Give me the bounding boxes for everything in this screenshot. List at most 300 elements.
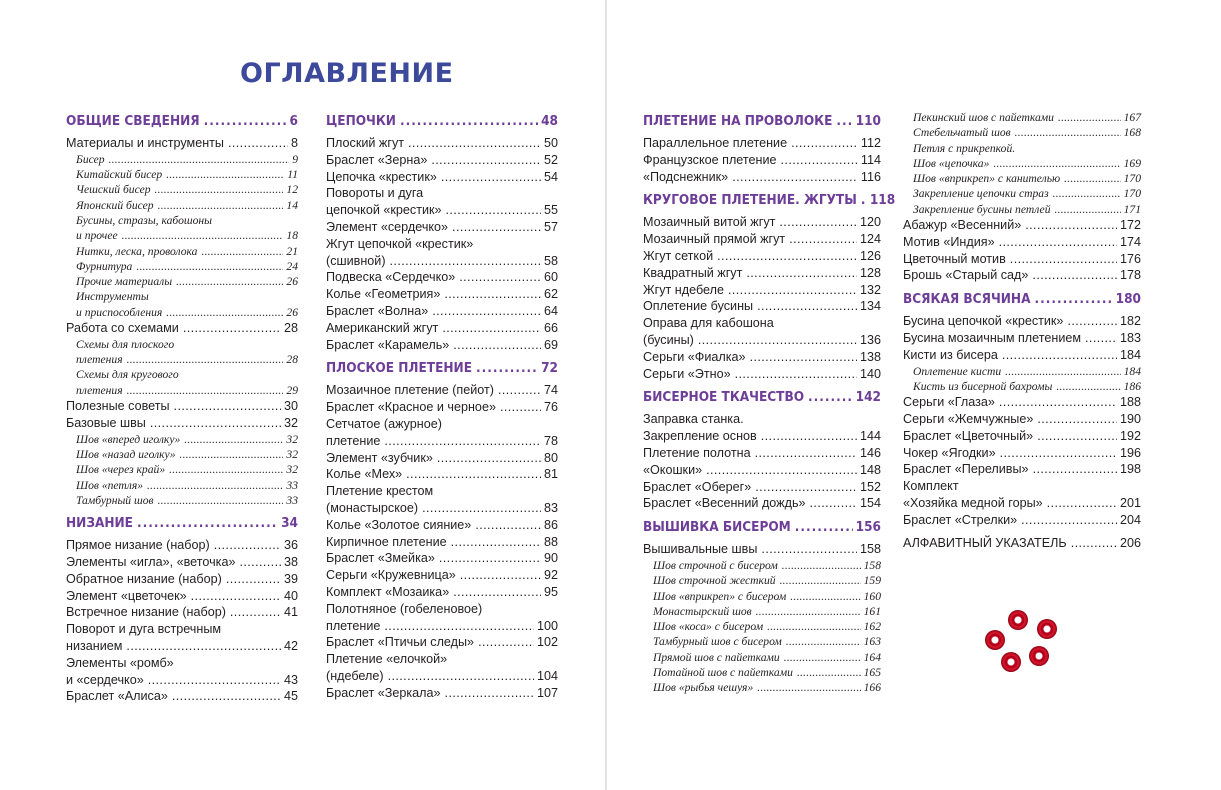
dot-leader xyxy=(757,681,860,694)
entry-page-number: 76 xyxy=(543,400,558,415)
toc-entry[interactable] xyxy=(903,331,1141,348)
entry-title: «Подснежник» xyxy=(643,169,729,184)
entry-title: Бисер xyxy=(76,152,105,166)
toc-section-heading[interactable] xyxy=(643,519,881,539)
entry-title: Оправа для кабошона xyxy=(643,316,774,331)
toc-subentry[interactable] xyxy=(903,172,1141,187)
entry-title: цепочкой «крестик» xyxy=(326,203,442,218)
entry-page-number: 66 xyxy=(543,320,558,335)
toc-entry[interactable] xyxy=(903,412,1141,429)
entry-title: Шов «вприкреп» с канителью xyxy=(913,172,1061,186)
toc-entry-continued[interactable] xyxy=(643,412,881,429)
dot-leader xyxy=(406,467,541,481)
toc-entry[interactable] xyxy=(66,399,298,416)
entry-title: Обратное низание (набор) xyxy=(66,571,222,586)
toc-subentry[interactable] xyxy=(903,380,1141,395)
entry-title: Заправка станка. xyxy=(643,412,744,427)
toc-entry[interactable] xyxy=(643,367,881,384)
entry-page-number: 9 xyxy=(292,152,298,166)
entry-title: Закрепление цепочки страз xyxy=(913,187,1049,201)
toc-entry[interactable] xyxy=(903,536,1141,553)
entry-title: Плетение «елочкой» xyxy=(326,652,448,667)
toc-entry[interactable] xyxy=(643,153,881,170)
toc-section-heading[interactable] xyxy=(326,113,558,133)
dot-leader xyxy=(431,153,541,167)
dot-leader xyxy=(137,515,278,531)
toc-subentry[interactable] xyxy=(66,448,298,463)
toc-subentry-continued[interactable] xyxy=(66,214,298,229)
bead-icon xyxy=(1001,652,1021,672)
entry-page-number: 161 xyxy=(863,604,881,618)
entry-page-number: 80 xyxy=(543,450,558,465)
toc-entry[interactable] xyxy=(326,203,558,220)
entry-page-number: 55 xyxy=(543,203,558,218)
entry-title: Подвеска «Сердечко» xyxy=(326,270,456,285)
toc-entry[interactable] xyxy=(66,673,298,690)
entry-title: (ндебеле) xyxy=(326,668,384,683)
toc-subentry[interactable] xyxy=(643,559,881,574)
toc-entry[interactable] xyxy=(66,136,298,153)
entry-title: Сетчатое (ажурное) xyxy=(326,416,442,431)
toc-subentry[interactable] xyxy=(66,153,298,168)
toc-subentry-continued[interactable] xyxy=(66,290,298,305)
dot-leader xyxy=(155,183,284,196)
toc-entry[interactable] xyxy=(643,542,881,559)
dot-leader xyxy=(451,535,541,549)
toc-entry[interactable] xyxy=(326,153,558,170)
bead-icon xyxy=(1037,619,1057,639)
toc-subentry[interactable] xyxy=(643,620,881,635)
dot-leader xyxy=(176,275,283,288)
toc-entry[interactable] xyxy=(326,434,558,451)
toc-subentry[interactable] xyxy=(66,245,298,260)
toc-entry[interactable] xyxy=(326,304,558,321)
toc-entry[interactable] xyxy=(326,535,558,552)
toc-entry-continued[interactable] xyxy=(903,479,1141,496)
entry-page-number: 124 xyxy=(859,232,881,247)
toc-section-heading[interactable] xyxy=(643,389,881,409)
toc-column-1 xyxy=(66,113,298,706)
dot-leader xyxy=(158,199,284,212)
entry-page-number: 201 xyxy=(1119,496,1141,511)
toc-entry[interactable] xyxy=(326,619,558,636)
entry-page-number: 40 xyxy=(283,588,298,603)
dot-leader xyxy=(230,605,281,619)
toc-entry[interactable] xyxy=(326,568,558,585)
dot-leader xyxy=(442,321,541,335)
entry-title: Схемы для плоского xyxy=(76,337,175,351)
entry-title: Прочие материалы xyxy=(76,275,173,289)
entry-page-number: 142 xyxy=(855,389,881,406)
toc-entry[interactable] xyxy=(326,136,558,153)
toc-subentry[interactable] xyxy=(66,479,298,494)
entry-title: Браслет «Зеркала» xyxy=(326,685,441,700)
entry-title: Шов «петля» xyxy=(76,478,144,492)
toc-entry[interactable] xyxy=(326,170,558,187)
entry-page-number: 107 xyxy=(536,685,558,700)
toc-subentry[interactable] xyxy=(903,187,1141,202)
toc-section-heading[interactable] xyxy=(643,113,881,133)
entry-title: Мозаичный прямой жгут xyxy=(643,232,786,247)
toc-entry[interactable] xyxy=(326,287,558,304)
entry-title: Оплетение бусины xyxy=(643,299,754,314)
entry-title: Монастырский шов xyxy=(653,604,752,618)
toc-entry[interactable] xyxy=(643,266,881,283)
entry-title: Мозаичный витой жгут xyxy=(643,215,776,230)
toc-entry[interactable] xyxy=(326,467,558,484)
dot-leader xyxy=(169,463,283,476)
entry-title: ПЛЕТЕНИЕ НА ПРОВОЛОКЕ xyxy=(643,113,833,129)
entry-title: «Окошки» xyxy=(643,462,703,477)
toc-section-heading[interactable] xyxy=(643,192,896,212)
entry-title: Стебельчатый шов xyxy=(913,126,1011,140)
entry-page-number: 158 xyxy=(863,558,881,572)
entry-page-number: 166 xyxy=(863,681,881,695)
toc-section-heading[interactable] xyxy=(326,360,558,380)
dot-leader xyxy=(732,170,858,184)
toc-entry[interactable] xyxy=(66,605,298,622)
dot-leader xyxy=(408,136,541,150)
dot-leader xyxy=(214,538,281,552)
toc-entry[interactable] xyxy=(903,348,1141,365)
entry-page-number: 176 xyxy=(1119,251,1141,266)
entry-page-number: 146 xyxy=(859,445,881,460)
entry-page-number: 132 xyxy=(859,282,881,297)
toc-subentry[interactable] xyxy=(66,433,298,448)
toc-entry[interactable] xyxy=(66,572,298,589)
toc-entry[interactable] xyxy=(903,446,1141,463)
entry-title: Полезные советы xyxy=(66,399,170,414)
toc-entry-continued[interactable] xyxy=(326,237,558,254)
entry-title: Тамбурный шов с бисером xyxy=(653,635,782,649)
toc-entry[interactable] xyxy=(643,299,881,316)
entry-title: Браслет «Карамель» xyxy=(326,337,450,352)
entry-page-number: 83 xyxy=(543,500,558,515)
entry-title: Серьги «Кружевница» xyxy=(326,568,456,583)
entry-title: Мозаичное плетение (пейот) xyxy=(326,383,494,398)
entry-page-number: 72 xyxy=(541,360,558,377)
dot-leader xyxy=(1071,536,1117,550)
toc-subentry[interactable] xyxy=(903,203,1141,218)
dot-leader xyxy=(478,635,534,649)
toc-section-heading[interactable] xyxy=(66,515,298,535)
toc-entry[interactable] xyxy=(903,496,1141,513)
entry-page-number: 11 xyxy=(287,168,298,182)
entry-title: Браслет «Волна» xyxy=(326,303,429,318)
toc-entry-continued[interactable] xyxy=(66,656,298,673)
entry-page-number: 182 xyxy=(1119,314,1141,329)
toc-subentry[interactable] xyxy=(903,111,1141,126)
dot-leader xyxy=(786,635,861,648)
toc-entry[interactable] xyxy=(643,215,881,232)
dot-leader xyxy=(1025,218,1117,232)
toc-entry[interactable] xyxy=(326,220,558,237)
entry-title: Абажур «Весенний» xyxy=(903,218,1022,233)
toc-entry[interactable] xyxy=(643,170,881,187)
entry-page-number: 136 xyxy=(859,332,881,347)
toc-subentry[interactable] xyxy=(643,605,881,620)
entry-title: Серьги «Жемчужные» xyxy=(903,412,1034,427)
dot-leader xyxy=(191,589,281,603)
toc-entry[interactable] xyxy=(903,314,1141,331)
entry-title: ЦЕПОЧКИ xyxy=(326,113,396,129)
entry-title: Колье «Геометрия» xyxy=(326,287,441,302)
entry-page-number: 159 xyxy=(863,574,881,588)
entry-title: Кирпичное плетение xyxy=(326,534,447,549)
entry-page-number: 204 xyxy=(1119,512,1141,527)
toc-entry[interactable] xyxy=(643,136,881,153)
toc-entry-continued[interactable] xyxy=(643,316,881,333)
toc-section-heading[interactable] xyxy=(903,291,1141,311)
entry-page-number: 158 xyxy=(859,542,881,557)
entry-title: Встречное низание (набор) xyxy=(66,605,226,620)
toc-entry[interactable] xyxy=(66,639,298,656)
dot-leader xyxy=(459,270,541,284)
toc-entry[interactable] xyxy=(643,232,881,249)
entry-title: Бусины, стразы, кабошоны xyxy=(76,213,213,227)
entry-title: Бусина цепочкой «крестик» xyxy=(903,314,1064,329)
toc-entry[interactable] xyxy=(326,451,558,468)
bead-icon xyxy=(985,630,1005,650)
toc-entry[interactable] xyxy=(903,462,1141,479)
toc-subentry[interactable] xyxy=(643,635,881,650)
entry-page-number: 18 xyxy=(286,229,298,243)
entry-page-number: 102 xyxy=(536,635,558,650)
toc-entry[interactable] xyxy=(326,270,558,287)
dot-leader xyxy=(1005,365,1120,378)
entry-page-number: 100 xyxy=(536,618,558,633)
toc-subentry[interactable] xyxy=(903,126,1141,141)
toc-entry[interactable] xyxy=(903,218,1141,235)
entry-title: ВЫШИВКА БИСЕРОМ xyxy=(643,519,791,536)
toc-entry-continued[interactable] xyxy=(326,417,558,434)
entry-page-number: 58 xyxy=(543,253,558,268)
entry-title: НИЗАНИЕ xyxy=(66,515,133,532)
toc-section-heading[interactable] xyxy=(66,113,298,133)
toc-subentry[interactable] xyxy=(66,229,298,244)
toc-entry-continued[interactable] xyxy=(326,652,558,669)
dot-leader xyxy=(388,669,534,683)
toc-entry[interactable] xyxy=(643,333,881,350)
dot-leader xyxy=(780,574,861,587)
dot-leader xyxy=(761,429,857,443)
dot-leader xyxy=(728,283,857,297)
dot-leader xyxy=(453,585,541,599)
entry-page-number: 138 xyxy=(859,349,881,364)
entry-title: Браслет «Алиса» xyxy=(66,689,168,704)
toc-entry[interactable] xyxy=(66,689,298,706)
entry-page-number: 28 xyxy=(286,353,298,367)
dot-leader xyxy=(1047,496,1117,510)
toc-entry[interactable] xyxy=(326,254,558,271)
entry-title: Шов «рыбья чешуя» xyxy=(653,681,754,695)
entry-title: Мотив «Индия» xyxy=(903,234,995,249)
toc-entry[interactable] xyxy=(903,395,1141,412)
toc-subentry[interactable] xyxy=(66,168,298,183)
dot-leader xyxy=(755,480,857,494)
entry-page-number: 26 xyxy=(286,275,298,289)
entry-page-number: 6 xyxy=(289,113,298,129)
dot-leader xyxy=(147,479,283,492)
entry-page-number: 154 xyxy=(859,496,881,511)
dot-leader xyxy=(174,399,281,413)
dot-leader xyxy=(1037,412,1117,426)
toc-subentry[interactable] xyxy=(643,574,881,589)
toc-entry[interactable] xyxy=(326,400,558,417)
toc-entry[interactable] xyxy=(643,463,881,480)
entry-title: Чокер «Ягодки» xyxy=(903,445,996,460)
entry-title: Шов «вперед иголку» xyxy=(76,432,181,446)
toc-entry[interactable] xyxy=(326,501,558,518)
toc-entry[interactable] xyxy=(66,416,298,433)
entry-page-number: 192 xyxy=(1119,428,1141,443)
dot-leader xyxy=(184,433,283,446)
toc-subentry[interactable] xyxy=(903,157,1141,172)
dot-leader xyxy=(756,605,861,618)
toc-entry[interactable] xyxy=(643,283,881,300)
dot-leader xyxy=(180,448,284,461)
entry-title: Шов «вприкреп» с бисером xyxy=(653,589,787,603)
toc-subentry[interactable] xyxy=(643,666,881,681)
entry-title: ОБЩИЕ СВЕДЕНИЯ xyxy=(66,113,200,129)
entry-page-number: 33 xyxy=(286,493,298,507)
dot-leader xyxy=(1002,348,1117,362)
toc-entry[interactable] xyxy=(643,480,881,497)
toc-subentry[interactable] xyxy=(66,353,298,368)
entry-title: Элемент «сердечко» xyxy=(326,219,449,234)
dot-leader xyxy=(476,360,538,376)
dot-leader xyxy=(445,686,534,700)
entry-title: Параллельное плетение xyxy=(643,136,788,150)
entry-page-number: 168 xyxy=(1123,126,1141,140)
entry-page-number: 174 xyxy=(1119,234,1141,249)
dot-leader xyxy=(761,542,857,556)
entry-page-number: 45 xyxy=(283,689,298,704)
entry-title: Элемент «цветочек» xyxy=(66,588,187,603)
toc-subentry-continued[interactable] xyxy=(66,368,298,383)
dot-leader xyxy=(1035,291,1113,307)
entry-title: плетение xyxy=(326,433,381,448)
dot-leader xyxy=(790,590,860,603)
entry-page-number: 110 xyxy=(855,113,881,129)
toc-entry[interactable] xyxy=(326,585,558,602)
entry-title: Элемент «зубчик» xyxy=(326,450,433,465)
entry-page-number: 78 xyxy=(543,433,558,448)
toc-subentry[interactable] xyxy=(66,463,298,478)
dot-leader xyxy=(789,232,857,246)
dot-leader xyxy=(498,383,541,397)
toc-subentry[interactable] xyxy=(66,183,298,198)
toc-entry[interactable] xyxy=(903,429,1141,446)
toc-entry-continued[interactable] xyxy=(66,622,298,639)
toc-subentry[interactable] xyxy=(66,494,298,509)
toc-entry[interactable] xyxy=(643,446,881,463)
entry-title: плетения xyxy=(76,353,123,367)
entry-title: Плетение крестом xyxy=(326,484,434,499)
toc-column-4 xyxy=(903,111,1141,552)
entry-title: БИСЕРНОЕ ТКАЧЕСТВО xyxy=(643,389,805,406)
toc-entry[interactable] xyxy=(66,538,298,555)
toc-entry[interactable] xyxy=(326,686,558,703)
toc-subentry[interactable] xyxy=(66,260,298,275)
toc-entry[interactable] xyxy=(903,513,1141,530)
entry-page-number: 180 xyxy=(1115,291,1141,308)
entry-page-number: 34 xyxy=(281,515,298,532)
toc-entry-continued[interactable] xyxy=(326,484,558,501)
toc-entry[interactable] xyxy=(643,350,881,367)
toc-subentry-continued[interactable] xyxy=(903,142,1141,157)
dot-leader xyxy=(791,136,858,150)
dot-leader xyxy=(836,113,852,129)
entry-title: Браслет «Оберег» xyxy=(643,479,752,494)
toc-entry[interactable] xyxy=(643,249,881,266)
entry-page-number: 8 xyxy=(290,136,298,150)
toc-entry[interactable] xyxy=(326,551,558,568)
toc-entry-continued[interactable] xyxy=(326,602,558,619)
toc-subentry-continued[interactable] xyxy=(66,338,298,353)
toc-entry[interactable] xyxy=(903,252,1141,269)
toc-entry[interactable] xyxy=(903,268,1141,285)
toc-entry[interactable] xyxy=(643,496,881,513)
dot-leader xyxy=(767,620,861,633)
dot-leader xyxy=(183,321,281,335)
entry-page-number: 183 xyxy=(1119,331,1141,346)
entry-title: плетение xyxy=(326,618,381,633)
entry-page-number: 38 xyxy=(283,554,298,569)
toc-subentry[interactable] xyxy=(66,384,298,399)
entry-page-number: 206 xyxy=(1119,535,1141,550)
entry-page-number: 28 xyxy=(283,321,298,336)
toc-subentry[interactable] xyxy=(66,275,298,290)
entry-title: Японский бисер xyxy=(76,198,154,212)
dot-leader xyxy=(166,168,284,181)
toc-entry[interactable] xyxy=(326,518,558,535)
toc-subentry[interactable] xyxy=(66,199,298,214)
entry-title: Плетение полотна xyxy=(643,445,751,460)
dot-leader xyxy=(861,192,867,208)
entry-page-number: 162 xyxy=(863,620,881,634)
toc-entry[interactable] xyxy=(66,589,298,606)
dot-leader xyxy=(166,306,283,319)
toc-subentry[interactable] xyxy=(643,590,881,605)
entry-page-number: 126 xyxy=(859,248,881,263)
toc-entry-continued[interactable] xyxy=(326,186,558,203)
entry-page-number: 196 xyxy=(1119,445,1141,460)
toc-entry[interactable] xyxy=(326,321,558,338)
page-title: ОГЛАВЛЕНИЕ xyxy=(240,58,454,89)
toc-entry[interactable] xyxy=(643,429,881,446)
toc-entry[interactable] xyxy=(326,338,558,355)
toc-subentry[interactable] xyxy=(66,306,298,321)
entry-page-number: 81 xyxy=(543,467,558,482)
entry-title: АЛФАВИТНЫЙ УКАЗАТЕЛЬ xyxy=(903,535,1067,550)
toc-entry[interactable] xyxy=(326,635,558,652)
toc-entry[interactable] xyxy=(326,383,558,400)
entry-title: Нитки, леска, проволока xyxy=(76,244,198,258)
entry-title: и прочее xyxy=(76,229,118,243)
entry-page-number: 140 xyxy=(859,366,881,381)
toc-entry[interactable] xyxy=(903,235,1141,252)
entry-page-number: 170 xyxy=(1123,172,1141,186)
toc-subentry[interactable] xyxy=(643,681,881,696)
toc-entry[interactable] xyxy=(326,669,558,686)
entry-title: Браслет «Зерна» xyxy=(326,152,428,167)
toc-subentry[interactable] xyxy=(903,365,1141,380)
toc-entry[interactable] xyxy=(66,555,298,572)
entry-page-number: 114 xyxy=(860,152,881,167)
toc-subentry[interactable] xyxy=(643,651,881,666)
toc-entry[interactable] xyxy=(66,321,298,338)
